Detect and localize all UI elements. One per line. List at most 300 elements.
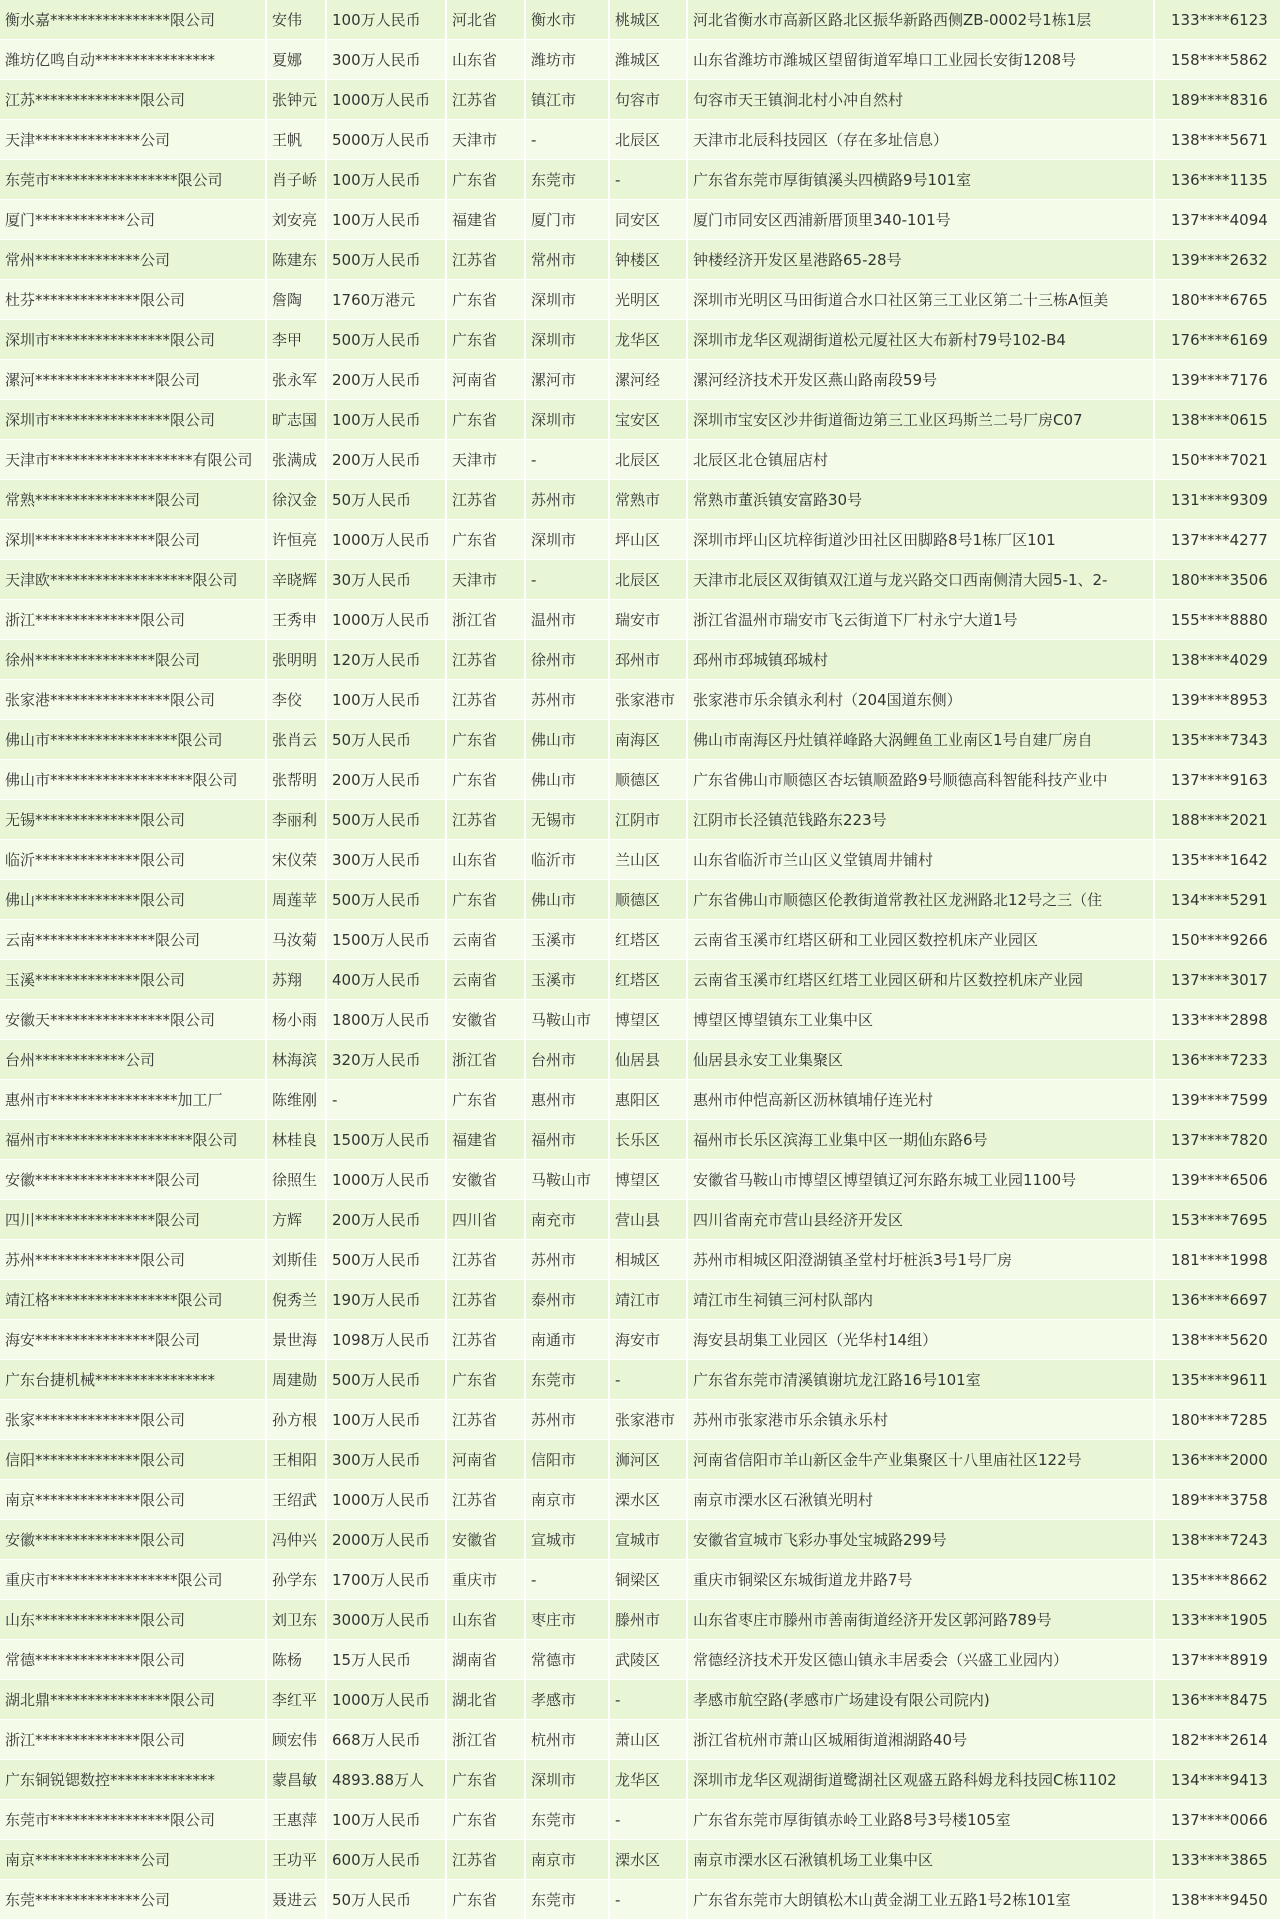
legal-person-cell: 方辉 xyxy=(267,1200,327,1240)
company-name-cell: 广东铜锐锶数控************** xyxy=(0,1760,267,1800)
district-cell: 张家港市 xyxy=(610,1400,688,1440)
phone-cell: 136****2000 xyxy=(1171,1450,1268,1469)
phone-cell: 135****8662 xyxy=(1171,1570,1268,1589)
city-cell: 苏州市 xyxy=(526,1240,610,1280)
phone-cell: 137****4277 xyxy=(1171,530,1268,549)
phone-cell: 134****9413 xyxy=(1171,1770,1268,1789)
legal-person-cell: 聂进云 xyxy=(267,1880,327,1920)
company-name-cell: 靖江格*****************限公司 xyxy=(0,1280,267,1320)
city-cell: 南充市 xyxy=(526,1200,610,1240)
province-cell: 江苏省 xyxy=(447,1400,526,1440)
legal-person-cell: 张永军 xyxy=(267,360,327,400)
province-cell: 山东省 xyxy=(447,1600,526,1640)
address-cell: 海安县胡集工业园区（光华村14组） xyxy=(688,1320,1155,1360)
registered-capital-cell: 100万人民币 xyxy=(327,1800,447,1840)
phone-cell: 133****3865 xyxy=(1171,1850,1268,1869)
province-cell: 广东省 xyxy=(447,1080,526,1120)
registered-capital-cell: 4893.88万人 xyxy=(327,1760,447,1800)
company-name-cell: 东莞**************公司 xyxy=(0,1880,267,1920)
table-row xyxy=(0,360,1280,400)
address-cell: 广东省佛山市顺德区杏坛镇顺盈路9号顺德高科智能科技产业中 xyxy=(688,760,1155,800)
address-cell: 深圳市龙华区观湖街道松元厦社区大布新村79号102-B4 xyxy=(688,320,1155,360)
district-cell: 武陵区 xyxy=(610,1640,688,1680)
address-cell: 博望区博望镇东工业集中区 xyxy=(688,1000,1155,1040)
city-cell: 厦门市 xyxy=(526,200,610,240)
table-row xyxy=(0,840,1280,880)
city-cell: 漯河市 xyxy=(526,360,610,400)
legal-person-cell: 刘卫东 xyxy=(267,1600,327,1640)
company-name-cell: 浙江**************限公司 xyxy=(0,600,267,640)
city-cell: 马鞍山市 xyxy=(526,1000,610,1040)
phone-cell: 180****6765 xyxy=(1171,290,1268,309)
registered-capital-cell: 1800万人民币 xyxy=(327,1000,447,1040)
address-cell: 浙江省杭州市萧山区城厢街道湘湖路40号 xyxy=(688,1720,1155,1760)
company-name-cell: 天津**************公司 xyxy=(0,120,267,160)
province-cell: 浙江省 xyxy=(447,1040,526,1080)
registered-capital-cell: 600万人民币 xyxy=(327,1840,447,1880)
city-cell: 佛山市 xyxy=(526,720,610,760)
city-cell: 苏州市 xyxy=(526,1400,610,1440)
registered-capital-cell: 1098万人民币 xyxy=(327,1320,447,1360)
district-cell: - xyxy=(610,1360,688,1400)
district-cell: 博望区 xyxy=(610,1160,688,1200)
phone-cell: 181****1998 xyxy=(1171,1250,1268,1269)
province-cell: 浙江省 xyxy=(447,1720,526,1760)
phone-cell: 134****5291 xyxy=(1171,890,1268,909)
city-cell: 潍坊市 xyxy=(526,40,610,80)
phone-cell: 137****7820 xyxy=(1171,1130,1268,1149)
registered-capital-cell: 1000万人民币 xyxy=(327,520,447,560)
province-cell: 广东省 xyxy=(447,520,526,560)
registered-capital-cell: 200万人民币 xyxy=(327,440,447,480)
city-cell: 玉溪市 xyxy=(526,920,610,960)
province-cell: 安徽省 xyxy=(447,1160,526,1200)
company-name-cell: 东莞市****************限公司 xyxy=(0,1800,267,1840)
province-cell: 广东省 xyxy=(447,1800,526,1840)
legal-person-cell: 李佼 xyxy=(267,680,327,720)
province-cell: 江苏省 xyxy=(447,1280,526,1320)
table-row xyxy=(0,560,1280,600)
address-cell: 深圳市宝安区沙井街道衙边第三工业区玛斯兰二号厂房C07 xyxy=(688,400,1155,440)
address-cell: 四川省南充市营山县经济开发区 xyxy=(688,1200,1155,1240)
city-cell: - xyxy=(526,560,610,600)
legal-person-cell: 陈建东 xyxy=(267,240,327,280)
city-cell: 东莞市 xyxy=(526,1880,610,1920)
company-name-cell: 山东**************限公司 xyxy=(0,1600,267,1640)
phone-cell: 136****7233 xyxy=(1171,1050,1268,1069)
address-cell: 常熟市董浜镇安富路30号 xyxy=(688,480,1155,520)
district-cell: 溧水区 xyxy=(610,1480,688,1520)
address-cell: 重庆市铜梁区东城街道龙井路7号 xyxy=(688,1560,1155,1600)
legal-person-cell: 王相阳 xyxy=(267,1440,327,1480)
table-row xyxy=(0,1640,1280,1680)
legal-person-cell: 王绍武 xyxy=(267,1480,327,1520)
company-name-cell: 深圳****************限公司 xyxy=(0,520,267,560)
address-cell: 天津市北辰科技园区（存在多址信息） xyxy=(688,120,1155,160)
city-cell: 深圳市 xyxy=(526,1760,610,1800)
province-cell: 广东省 xyxy=(447,160,526,200)
company-name-cell: 潍坊亿鸣自动**************** xyxy=(0,40,267,80)
district-cell: 北辰区 xyxy=(610,120,688,160)
legal-person-cell: 宋仪荣 xyxy=(267,840,327,880)
province-cell: 广东省 xyxy=(447,760,526,800)
district-cell: 宝安区 xyxy=(610,400,688,440)
city-cell: 深圳市 xyxy=(526,280,610,320)
registered-capital-cell: 200万人民币 xyxy=(327,1200,447,1240)
district-cell: 漯河经 xyxy=(610,360,688,400)
company-name-cell: 江苏**************限公司 xyxy=(0,80,267,120)
city-cell: 孝感市 xyxy=(526,1680,610,1720)
table-row xyxy=(0,880,1280,920)
legal-person-cell: 徐照生 xyxy=(267,1160,327,1200)
phone-cell: 137****3017 xyxy=(1171,970,1268,989)
address-cell: 常德经济技术开发区德山镇永丰居委会（兴盛工业园内） xyxy=(688,1640,1155,1680)
legal-person-cell: 陈杨 xyxy=(267,1640,327,1680)
company-name-cell: 台州************公司 xyxy=(0,1040,267,1080)
company-name-cell: 佛山**************限公司 xyxy=(0,880,267,920)
city-cell: 衡水市 xyxy=(526,0,610,40)
table-row xyxy=(0,80,1280,120)
legal-person-cell: 周莲苹 xyxy=(267,880,327,920)
table-row xyxy=(0,720,1280,760)
district-cell: 北辰区 xyxy=(610,440,688,480)
address-cell: 张家港市乐余镇永利村（204国道东侧） xyxy=(688,680,1155,720)
city-cell: 南通市 xyxy=(526,1320,610,1360)
company-name-cell: 常德**************限公司 xyxy=(0,1640,267,1680)
phone-cell: 133****1905 xyxy=(1171,1610,1268,1629)
company-name-cell: 佛山市*******************限公司 xyxy=(0,760,267,800)
table-row xyxy=(0,160,1280,200)
registered-capital-cell: 30万人民币 xyxy=(327,560,447,600)
registered-capital-cell: 500万人民币 xyxy=(327,320,447,360)
company-name-cell: 玉溪**************限公司 xyxy=(0,960,267,1000)
company-name-cell: 广东台捷机械**************** xyxy=(0,1360,267,1400)
province-cell: 广东省 xyxy=(447,320,526,360)
city-cell: - xyxy=(526,1560,610,1600)
table-row xyxy=(0,200,1280,240)
phone-cell: 138****4029 xyxy=(1171,650,1268,669)
registered-capital-cell: 100万人民币 xyxy=(327,400,447,440)
district-cell: 宣城市 xyxy=(610,1520,688,1560)
address-cell: 苏州市张家港市乐余镇永乐村 xyxy=(688,1400,1155,1440)
city-cell: 马鞍山市 xyxy=(526,1160,610,1200)
legal-person-cell: 张满成 xyxy=(267,440,327,480)
address-cell: 山东省潍坊市潍城区望留街道军埠口工业园长安街1208号 xyxy=(688,40,1155,80)
table-row xyxy=(0,1000,1280,1040)
company-name-cell: 苏州**************限公司 xyxy=(0,1240,267,1280)
district-cell: 邳州市 xyxy=(610,640,688,680)
province-cell: 广东省 xyxy=(447,1360,526,1400)
table-row xyxy=(0,800,1280,840)
district-cell: - xyxy=(610,1880,688,1920)
company-name-cell: 张家**************限公司 xyxy=(0,1400,267,1440)
city-cell: 深圳市 xyxy=(526,400,610,440)
city-cell: 宣城市 xyxy=(526,1520,610,1560)
province-cell: 广东省 xyxy=(447,280,526,320)
company-name-cell: 安徽天****************限公司 xyxy=(0,1000,267,1040)
city-cell: 南京市 xyxy=(526,1840,610,1880)
phone-cell: 137****8919 xyxy=(1171,1650,1268,1669)
city-cell: 东莞市 xyxy=(526,1360,610,1400)
legal-person-cell: 张明明 xyxy=(267,640,327,680)
registered-capital-cell: 400万人民币 xyxy=(327,960,447,1000)
legal-person-cell: 李红平 xyxy=(267,1680,327,1720)
registered-capital-cell: 100万人民币 xyxy=(327,1400,447,1440)
district-cell: 铜梁区 xyxy=(610,1560,688,1600)
registered-capital-cell: 50万人民币 xyxy=(327,720,447,760)
address-cell: 佛山市南海区丹灶镇祥峰路大涡鲤鱼工业南区1号自建厂房自 xyxy=(688,720,1155,760)
table-row xyxy=(0,440,1280,480)
city-cell: 南京市 xyxy=(526,1480,610,1520)
district-cell: 靖江市 xyxy=(610,1280,688,1320)
city-cell: 徐州市 xyxy=(526,640,610,680)
company-name-cell: 常州**************公司 xyxy=(0,240,267,280)
district-cell: 浉河区 xyxy=(610,1440,688,1480)
legal-person-cell: 孙学东 xyxy=(267,1560,327,1600)
province-cell: 山东省 xyxy=(447,40,526,80)
phone-cell: 155****8880 xyxy=(1171,610,1268,629)
city-cell: - xyxy=(526,120,610,160)
province-cell: 江苏省 xyxy=(447,1480,526,1520)
city-cell: 苏州市 xyxy=(526,680,610,720)
legal-person-cell: 许恒亮 xyxy=(267,520,327,560)
district-cell: 同安区 xyxy=(610,200,688,240)
legal-person-cell: 王惠萍 xyxy=(267,1800,327,1840)
legal-person-cell: 张帮明 xyxy=(267,760,327,800)
company-name-cell: 张家港****************限公司 xyxy=(0,680,267,720)
company-name-cell: 东莞市*****************限公司 xyxy=(0,160,267,200)
registered-capital-cell: 190万人民币 xyxy=(327,1280,447,1320)
table-row xyxy=(0,1600,1280,1640)
table-row xyxy=(0,640,1280,680)
province-cell: 广东省 xyxy=(447,720,526,760)
address-cell: 山东省枣庄市滕州市善南街道经济开发区郭河路789号 xyxy=(688,1600,1155,1640)
table-row xyxy=(0,680,1280,720)
address-cell: 浙江省温州市瑞安市飞云街道下厂村永宁大道1号 xyxy=(688,600,1155,640)
registered-capital-cell: 3000万人民币 xyxy=(327,1600,447,1640)
city-cell: 常州市 xyxy=(526,240,610,280)
legal-person-cell: 马汝菊 xyxy=(267,920,327,960)
legal-person-cell: 詹陶 xyxy=(267,280,327,320)
district-cell: - xyxy=(610,1680,688,1720)
registered-capital-cell: 120万人民币 xyxy=(327,640,447,680)
district-cell: - xyxy=(610,160,688,200)
city-cell: 深圳市 xyxy=(526,320,610,360)
table-row xyxy=(0,520,1280,560)
address-cell: 山东省临沂市兰山区义堂镇周井铺村 xyxy=(688,840,1155,880)
table-row xyxy=(0,1440,1280,1480)
registered-capital-cell: 500万人民币 xyxy=(327,800,447,840)
company-name-cell: 信阳**************限公司 xyxy=(0,1440,267,1480)
table-row xyxy=(0,1800,1280,1840)
registered-capital-cell: 500万人民币 xyxy=(327,1360,447,1400)
district-cell: 溧水区 xyxy=(610,1840,688,1880)
company-name-cell: 天津市*******************有限公司 xyxy=(0,440,267,480)
address-cell: 福州市长乐区滨海工业集中区一期仙东路6号 xyxy=(688,1120,1155,1160)
table-row xyxy=(0,0,1280,40)
province-cell: 天津市 xyxy=(447,440,526,480)
legal-person-cell: 王功平 xyxy=(267,1840,327,1880)
city-cell: 枣庄市 xyxy=(526,1600,610,1640)
table-row xyxy=(0,920,1280,960)
company-name-cell: 浙江**************限公司 xyxy=(0,1720,267,1760)
phone-cell: 136****6697 xyxy=(1171,1290,1268,1309)
address-cell: 南京市溧水区石湫镇机场工业集中区 xyxy=(688,1840,1155,1880)
table-row xyxy=(0,120,1280,160)
province-cell: 福建省 xyxy=(447,1120,526,1160)
phone-cell: 180****7285 xyxy=(1171,1410,1268,1429)
province-cell: 江苏省 xyxy=(447,1840,526,1880)
company-name-cell: 徐州****************限公司 xyxy=(0,640,267,680)
district-cell: 桃城区 xyxy=(610,0,688,40)
city-cell: 玉溪市 xyxy=(526,960,610,1000)
legal-person-cell: 徐汉金 xyxy=(267,480,327,520)
phone-cell: 135****7343 xyxy=(1171,730,1268,749)
legal-person-cell: 张钟元 xyxy=(267,80,327,120)
province-cell: 广东省 xyxy=(447,400,526,440)
address-cell: 广东省佛山市顺德区伦教街道常教社区龙洲路北12号之三（住 xyxy=(688,880,1155,920)
address-cell: 江阴市长泾镇范钱路东223号 xyxy=(688,800,1155,840)
address-cell: 句容市天王镇涧北村小冲自然村 xyxy=(688,80,1155,120)
province-cell: 江苏省 xyxy=(447,240,526,280)
province-cell: 江苏省 xyxy=(447,1240,526,1280)
registered-capital-cell: 1000万人民币 xyxy=(327,1160,447,1200)
registered-capital-cell: 300万人民币 xyxy=(327,1440,447,1480)
registered-capital-cell: 1500万人民币 xyxy=(327,920,447,960)
district-cell: 兰山区 xyxy=(610,840,688,880)
address-cell: 云南省玉溪市红塔区红塔工业园区研和片区数控机床产业园 xyxy=(688,960,1155,1000)
phone-cell: 135****9611 xyxy=(1171,1370,1268,1389)
registered-capital-cell: 300万人民币 xyxy=(327,840,447,880)
phone-cell: 138****5671 xyxy=(1171,130,1268,149)
city-cell: 苏州市 xyxy=(526,480,610,520)
registered-capital-cell: 100万人民币 xyxy=(327,160,447,200)
address-cell: 广东省东莞市清溪镇谢坑龙江路16号101室 xyxy=(688,1360,1155,1400)
city-cell: 惠州市 xyxy=(526,1080,610,1120)
company-name-cell: 厦门************公司 xyxy=(0,200,267,240)
province-cell: 天津市 xyxy=(447,120,526,160)
registered-capital-cell: 100万人民币 xyxy=(327,0,447,40)
table-row xyxy=(0,960,1280,1000)
company-name-cell: 安徽**************限公司 xyxy=(0,1520,267,1560)
registered-capital-cell: 500万人民币 xyxy=(327,240,447,280)
company-name-cell: 惠州市*****************加工厂 xyxy=(0,1080,267,1120)
legal-person-cell: 安伟 xyxy=(267,0,327,40)
address-cell: 广东省东莞市厚街镇溪头四横路9号101室 xyxy=(688,160,1155,200)
table-row xyxy=(0,1120,1280,1160)
table-row xyxy=(0,280,1280,320)
district-cell: 南海区 xyxy=(610,720,688,760)
table-row xyxy=(0,240,1280,280)
province-cell: 重庆市 xyxy=(447,1560,526,1600)
phone-cell: 136****8475 xyxy=(1171,1690,1268,1709)
city-cell: 无锡市 xyxy=(526,800,610,840)
registered-capital-cell: 1000万人民币 xyxy=(327,600,447,640)
district-cell: 顺德区 xyxy=(610,880,688,920)
company-name-cell: 常熟****************限公司 xyxy=(0,480,267,520)
phone-cell: 180****3506 xyxy=(1171,570,1268,589)
company-name-cell: 漯河****************限公司 xyxy=(0,360,267,400)
district-cell: 顺德区 xyxy=(610,760,688,800)
phone-cell: 135****1642 xyxy=(1171,850,1268,869)
table-row xyxy=(0,480,1280,520)
registered-capital-cell: - xyxy=(327,1080,447,1120)
legal-person-cell: 冯仲兴 xyxy=(267,1520,327,1560)
province-cell: 安徽省 xyxy=(447,1520,526,1560)
phone-cell: 153****7695 xyxy=(1171,1210,1268,1229)
city-cell: 佛山市 xyxy=(526,880,610,920)
district-cell: 龙华区 xyxy=(610,1760,688,1800)
district-cell: 萧山区 xyxy=(610,1720,688,1760)
district-cell: 潍城区 xyxy=(610,40,688,80)
legal-person-cell: 旷志国 xyxy=(267,400,327,440)
registered-capital-cell: 500万人民币 xyxy=(327,1240,447,1280)
city-cell: 常德市 xyxy=(526,1640,610,1680)
phone-cell: 138****9450 xyxy=(1171,1890,1268,1909)
phone-cell: 150****9266 xyxy=(1171,930,1268,949)
table-row xyxy=(0,40,1280,80)
company-name-cell: 安徽****************限公司 xyxy=(0,1160,267,1200)
legal-person-cell: 肖子峤 xyxy=(267,160,327,200)
registered-capital-cell: 100万人民币 xyxy=(327,200,447,240)
province-cell: 四川省 xyxy=(447,1200,526,1240)
registered-capital-cell: 200万人民币 xyxy=(327,360,447,400)
registered-capital-cell: 1700万人民币 xyxy=(327,1560,447,1600)
district-cell: 钟楼区 xyxy=(610,240,688,280)
registered-capital-cell: 15万人民币 xyxy=(327,1640,447,1680)
legal-person-cell: 张肖云 xyxy=(267,720,327,760)
company-name-cell: 杜芬**************限公司 xyxy=(0,280,267,320)
city-cell: 深圳市 xyxy=(526,520,610,560)
province-cell: 江苏省 xyxy=(447,640,526,680)
address-cell: 惠州市仲恺高新区沥林镇埔仔连光村 xyxy=(688,1080,1155,1120)
table-row xyxy=(0,1160,1280,1200)
phone-cell: 139****2632 xyxy=(1171,250,1268,269)
province-cell: 江苏省 xyxy=(447,80,526,120)
address-cell: 安徽省宣城市飞彩办事处宝城路299号 xyxy=(688,1520,1155,1560)
legal-person-cell: 陈维刚 xyxy=(267,1080,327,1120)
company-name-cell: 天津欧*******************限公司 xyxy=(0,560,267,600)
table-row xyxy=(0,1320,1280,1360)
address-cell: 安徽省马鞍山市博望区博望镇辽河东路东城工业园1100号 xyxy=(688,1160,1155,1200)
province-cell: 江苏省 xyxy=(447,1320,526,1360)
phone-cell: 150****7021 xyxy=(1171,450,1268,469)
phone-cell: 182****2614 xyxy=(1171,1730,1268,1749)
registered-capital-cell: 320万人民币 xyxy=(327,1040,447,1080)
registered-capital-cell: 5000万人民币 xyxy=(327,120,447,160)
company-name-cell: 海安****************限公司 xyxy=(0,1320,267,1360)
table-row xyxy=(0,1480,1280,1520)
city-cell: 临沂市 xyxy=(526,840,610,880)
legal-person-cell: 杨小雨 xyxy=(267,1000,327,1040)
legal-person-cell: 周建勋 xyxy=(267,1360,327,1400)
district-cell: 瑞安市 xyxy=(610,600,688,640)
registered-capital-cell: 50万人民币 xyxy=(327,480,447,520)
table-row xyxy=(0,1040,1280,1080)
province-cell: 湖南省 xyxy=(447,1640,526,1680)
province-cell: 江苏省 xyxy=(447,800,526,840)
registered-capital-cell: 2000万人民币 xyxy=(327,1520,447,1560)
province-cell: 湖北省 xyxy=(447,1680,526,1720)
district-cell: 光明区 xyxy=(610,280,688,320)
phone-cell: 137****4094 xyxy=(1171,210,1268,229)
table-row xyxy=(0,600,1280,640)
company-name-cell: 深圳市****************限公司 xyxy=(0,320,267,360)
district-cell: 仙居县 xyxy=(610,1040,688,1080)
address-cell: 钟楼经济开发区星港路65-28号 xyxy=(688,240,1155,280)
registered-capital-cell: 50万人民币 xyxy=(327,1880,447,1920)
table-row xyxy=(0,320,1280,360)
